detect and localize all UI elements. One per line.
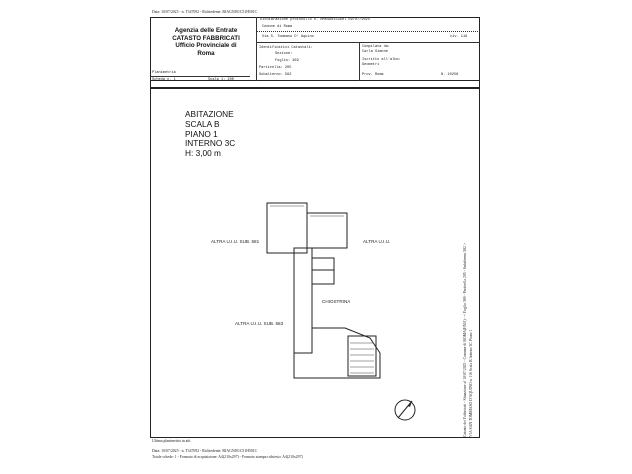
north-arrow-icon (395, 400, 415, 420)
planimetria-title: Planimetria (152, 71, 176, 75)
identifiers-sezione: Sezione: (275, 52, 293, 56)
declaration-protocol: Dichiarazione protocollo n. RM0490153Del 09/07/2025 (260, 18, 370, 22)
floor-plan (150, 88, 480, 438)
header-hline-1 (256, 42, 480, 43)
agency-ufficio: Ufficio Provinciale di (175, 42, 237, 49)
header-hline-2 (256, 31, 480, 32)
room-upper-right (307, 213, 347, 248)
label-altra-581: ALTRA U.I.U. SUB. 581 (211, 239, 260, 244)
side-note-2: VIA SAN TOMMASO D'AQUINO n. 116 Scala B Interno 3C Piano 1 (469, 329, 473, 437)
compiled-number: N. 10258 (441, 73, 459, 77)
side-note-1: Catasto dei Fabbricati - Situazione al 10/07/2025 - Comune di ROMA(H501) - < Foglio 369 - Particella 205 - Subalterno 582 > (463, 243, 467, 437)
identifiers-particella: Particella: 205 (259, 66, 292, 70)
identifiers-subalterno: Subalterno: 582 (259, 73, 292, 77)
unit-interno: INTERNO 3C (185, 138, 236, 149)
planimetria-hline (150, 76, 250, 77)
header-date-line: Data: 10/07/2025 - n. T347092 - Richiedente: BJAGNJ01C51H501C (152, 10, 258, 14)
unit-scala: SCALA B (185, 118, 220, 129)
label-altra-583: ALTRA U.I.U. SUB. 583 (235, 321, 284, 326)
planimetria-scheda: Scheda n. 1 (152, 78, 176, 82)
stair-block (348, 336, 376, 376)
agency-catasto: CATASTO FABBRICATI (172, 34, 240, 42)
room-small-2 (312, 270, 334, 284)
declaration-address: Via S. Tommaso D' Aquino (262, 35, 314, 39)
room-upper-left (267, 203, 307, 253)
identifiers-title: Identificativi Catastali: (259, 46, 313, 50)
compiled-title: Compilata da: (362, 45, 391, 49)
planimetria-strip (150, 70, 480, 88)
unit-type: ABITAZIONE (185, 109, 234, 119)
room-small-1 (312, 258, 334, 270)
declaration-civ: civ. 116 (450, 35, 468, 39)
label-altra-uiu: ALTRA U.I.U. (363, 239, 391, 244)
unit-height: H: 3,00 m (185, 148, 221, 159)
compiled-iscritto: Iscritto all'albo: (362, 58, 401, 62)
declaration-comune: Comune di Roma (262, 25, 293, 29)
compiled-prov: Prov. Roma (362, 73, 384, 77)
unit-piano: PIANO 1 (185, 128, 218, 139)
label-chiostrina: CHIOSTRINA (322, 299, 351, 304)
compiled-profession: Geometri (362, 63, 380, 67)
footer-planimetria-note: Ultima planimetria in atti (152, 439, 191, 443)
agency-name: Agenzia delle Entrate (174, 27, 238, 34)
planimetria-scala: Scala 1: 200 (208, 78, 234, 82)
agency-city: Roma (197, 49, 215, 57)
identifiers-foglio: Foglio: 369 (275, 59, 299, 63)
footer-line-1: Data: 10/07/2025 - n. T347092 - Richiedente: BJAGNJ01C51H501C (152, 449, 258, 453)
compiled-name: Carla Simone (362, 50, 388, 54)
footer-line-2: Totale schede: 1 - Formato di acquisizione: A4(210x297) - Formato stampa richiesto: A4(210x297) (152, 455, 303, 459)
agency-block (160, 27, 252, 57)
corridor (294, 248, 312, 353)
